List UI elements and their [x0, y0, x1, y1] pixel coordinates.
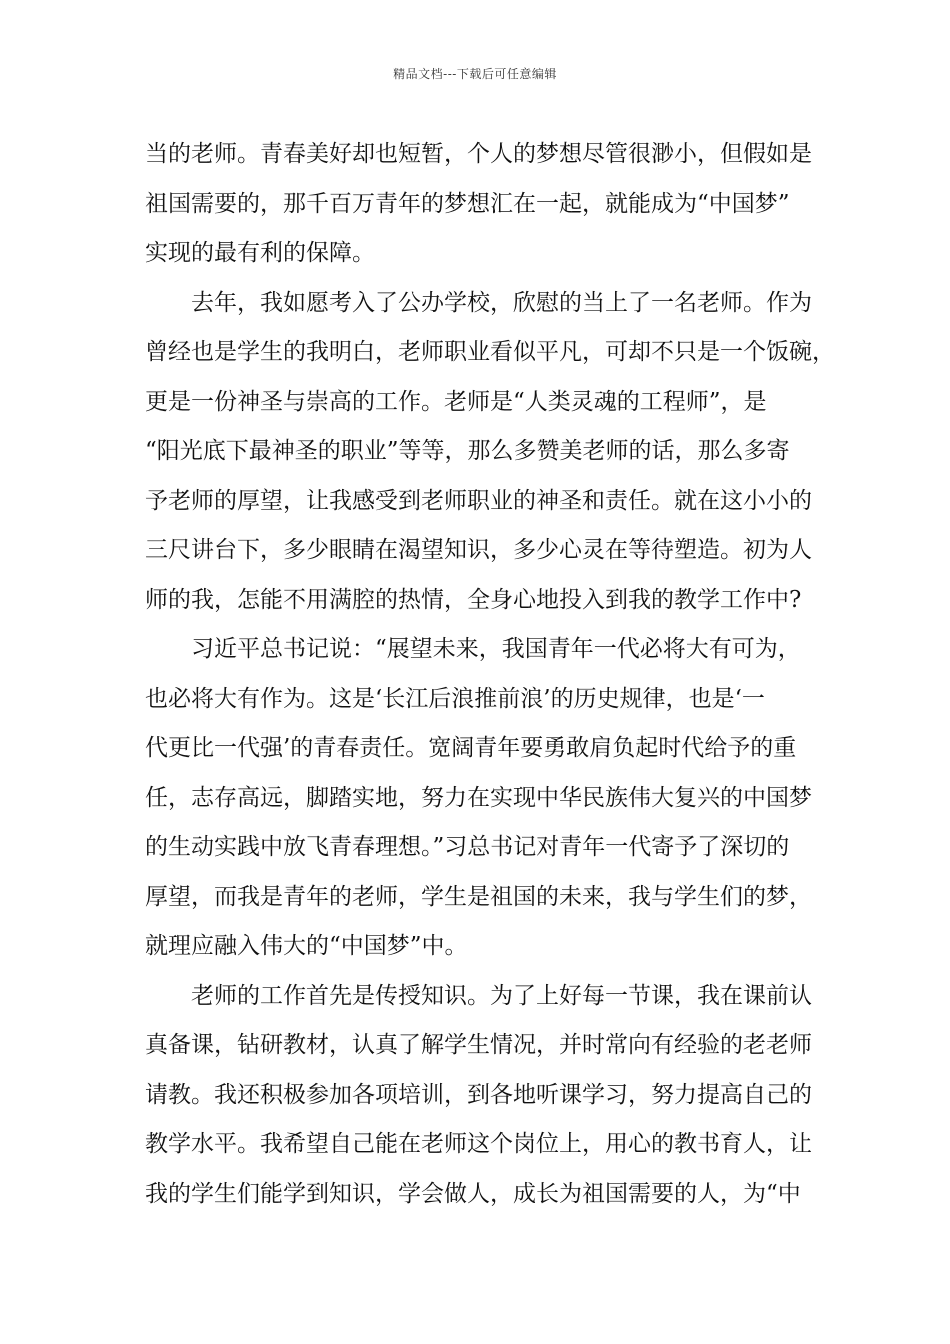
text-line: 当的老师。青春美好却也短暂，个人的梦想尽管很渺小，但假如是: [145, 141, 812, 167]
text-line: 实现的最有利的保障。: [145, 240, 375, 266]
text-line: 祖国需要的，那千百万青年的梦想汇在一起，就能成为“中国梦”: [145, 190, 790, 217]
text-line: 代更比一代强’的青春责任。宽阔青年要勇敢肩负起时代给予的重: [145, 735, 797, 761]
paragraph-first-line: 习近平总书记说：“展望未来，我国青年一代必将大有可为，: [191, 636, 801, 662]
text-line: 的生动实践中放飞青春理想。”习总书记对青年一代寄予了深切的: [145, 834, 790, 860]
paragraph-first-line: 老师的工作首先是传授知识。为了上好每一节课，我在课前认: [191, 982, 812, 1009]
text-line: 曾经也是学生的我明白，老师职业看似平凡，可却不只是一个饭碗，: [145, 339, 835, 365]
text-line: 请教。我还积极参加各项培训，到各地听课学习，努力提高自己的: [145, 1081, 812, 1108]
text-line: 任，志存高远，脚踏实地，努力在实现中华民族伟大复兴的中国梦: [145, 784, 812, 811]
text-line: “阳光底下最神圣的职业”等等，那么多赞美老师的话，那么多寄: [145, 438, 790, 464]
text-line: 师的我，怎能不用满腔的热情，全身心地投入到我的教学工作中?: [145, 586, 802, 613]
paragraph-first-line: 去年，我如愿考入了公办学校，欣慰的当上了一名老师。作为: [191, 289, 812, 316]
text-line: 教学水平。我希望自己能在老师这个岗位上，用心的教书育人，让: [145, 1131, 812, 1157]
text-line: 就理应融入伟大的“中国梦”中。: [145, 933, 468, 959]
text-line: 更是一份神圣与崇高的工作。老师是“人类灵魂的工程师”，是: [145, 388, 767, 415]
text-line: 厚望，而我是青年的老师，学生是祖国的未来，我与学生们的梦，: [145, 883, 812, 910]
document-body: [145, 130, 835, 1219]
text-line: 予老师的厚望，让我感受到老师职业的神圣和责任。就在这小小的: [145, 487, 812, 514]
text-line: 也必将大有作为。这是‘长江后浪推前浪’的历史规律，也是‘一: [145, 685, 765, 712]
text-line: 三尺讲台下，多少眼睛在渴望知识，多少心灵在等待塑造。初为人: [145, 537, 812, 563]
page-header: 精品文档---下载后可任意编辑: [393, 67, 557, 81]
text-line: 真备课，钻研教材，认真了解学生情况，并时常向有经验的老老师: [145, 1032, 812, 1058]
text-line: 我的学生们能学到知识，学会做人，成长为祖国需要的人，为“中: [145, 1180, 801, 1207]
